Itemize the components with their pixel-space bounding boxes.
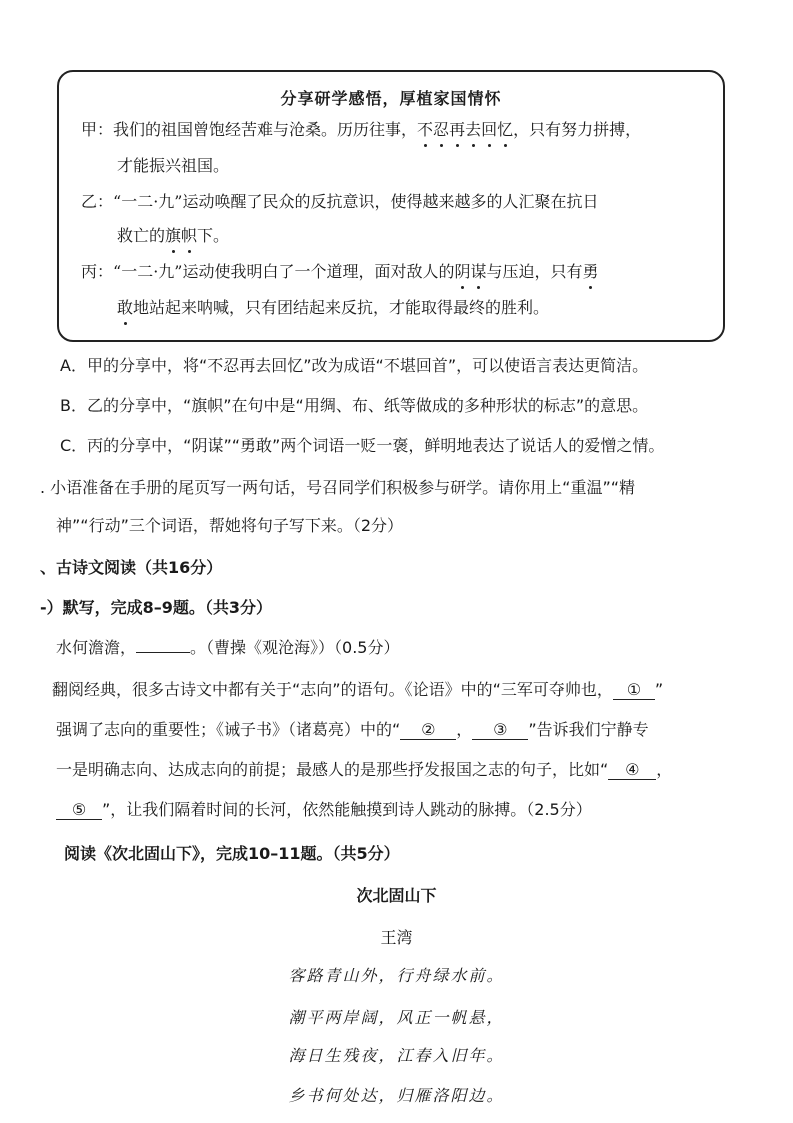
- q9-line-4: [56, 800, 592, 820]
- q9-text: ，: [456, 720, 473, 739]
- dotted-char: 敢: [117, 298, 134, 317]
- bing-text-b: 与压迫，只有: [486, 262, 583, 281]
- poem-title: 次北固山下: [356, 886, 437, 905]
- subsection-heading-2: 阅读《次北固山下》，完成10–11题。（共5分）: [64, 844, 400, 863]
- q7-line-2: 神”“行动”三个词语，帮她将句子写下来。（2分）: [56, 516, 404, 535]
- yi-line-2: [117, 226, 229, 246]
- dotted-char: 谋: [470, 262, 487, 281]
- poem-line: 客路青山外，行舟绿水前。: [288, 966, 505, 985]
- dotted-char: 不: [417, 120, 434, 139]
- yi-text-a: 救亡的: [117, 226, 166, 245]
- dotted-char: 去: [465, 120, 482, 139]
- yi-line-1: [81, 192, 598, 212]
- jia-label: 甲：: [81, 120, 114, 139]
- q9-text: ”: [654, 680, 664, 699]
- poem-author: 王湾: [380, 928, 413, 947]
- box-title: 分享研学感悟，厚植家国情怀: [280, 89, 502, 108]
- jia-text-b: ，只有努力拼搏，: [513, 120, 642, 139]
- yi-text-b: 下。: [197, 226, 230, 245]
- q8: [56, 638, 399, 658]
- q7-line-1: . 小语准备在手册的尾页写一两句话，号召同学们积极参与研学。请你用上“重温”“精: [40, 478, 636, 497]
- q9-line-3: [56, 760, 672, 780]
- answer-blank[interactable]: [136, 652, 190, 653]
- answer-blank-5[interactable]: ⑤: [56, 801, 102, 820]
- bing-label: 丙：: [81, 262, 114, 281]
- q9-text: 一是明确志向、达成志向的前提；最感人的是那些抒发报国之志的句子，比如“: [56, 760, 609, 779]
- q9-text: ”，让我们隔着时间的长河，依然能触摸到诗人跳动的脉搏。（2.5分）: [102, 800, 592, 819]
- bing-text-a: “一二·九”运动使我明白了一个道理，面对敌人的: [113, 262, 455, 281]
- dotted-char: 帜: [181, 226, 198, 245]
- dotted-char: 旗: [165, 226, 182, 245]
- bing-line-2: [117, 298, 549, 318]
- jia-line-1: [81, 120, 641, 140]
- q9-text: 翻阅经典，很多古诗文中都有关于“志向”的语句。《论语》中的“三军可夺帅也，: [52, 680, 613, 699]
- dotted-char: 再: [449, 120, 466, 139]
- dotted-char: 回: [481, 120, 498, 139]
- section-heading: 、古诗文阅读（共16分）: [40, 558, 223, 577]
- q8-text-b: 。（曹操《观沧海》）（0.5分）: [190, 638, 400, 657]
- answer-blank-4[interactable]: ④: [608, 761, 656, 780]
- q9-text: 强调了志向的重要性；《诫子书》（诸葛亮）中的“: [56, 720, 401, 739]
- poem-line: 海日生残夜，江春入旧年。: [288, 1046, 505, 1065]
- dotted-char: 忆: [497, 120, 514, 139]
- poem-line: 潮平两岸阔，风正一帆悬，: [288, 1008, 505, 1027]
- yi-text: “一二·九”运动唤醒了民众的反抗意识，使得越来越多的人汇聚在抗日: [113, 192, 599, 211]
- poem-line: 乡书何处达，归雁洛阳边。: [288, 1086, 505, 1105]
- dotted-char: 勇: [582, 262, 599, 281]
- bing-line-1: [81, 262, 599, 282]
- subsection-heading: -）默写，完成8–9题。（共3分）: [40, 598, 273, 617]
- option-c: C．丙的分享中，“阴谋”“勇敢”两个词语一贬一褒，鲜明地表达了说话人的爱憎之情。: [60, 436, 665, 455]
- sharing-box: [57, 70, 725, 342]
- answer-blank-2[interactable]: ②: [400, 721, 456, 740]
- q9-text: ”告诉我们宁静专: [528, 720, 649, 739]
- dotted-char: 阴: [454, 262, 471, 281]
- dotted-char: 忍: [433, 120, 450, 139]
- answer-blank-3[interactable]: ③: [472, 721, 528, 740]
- answer-blank-1[interactable]: ①: [613, 681, 655, 700]
- option-a: A．甲的分享中，将“不忍再去回忆”改为成语“不堪回首”，可以使语言表达更简洁。: [60, 356, 649, 375]
- option-b: B．乙的分享中，“旗帜”在句中是“用绸、布、纸等做成的多种形状的标志”的意思。: [60, 396, 649, 415]
- q9-line-1: [52, 680, 663, 700]
- yi-label: 乙：: [81, 192, 114, 211]
- jia-line-2: 才能振兴祖国。: [117, 156, 230, 175]
- q9-text: ，: [656, 760, 673, 779]
- q8-text-a: 水何澹澹，: [56, 638, 137, 657]
- jia-text-a: 我们的祖国曾饱经苦难与沧桑。历历往事，: [113, 120, 418, 139]
- q9-line-2: [56, 720, 649, 740]
- bing-text-b: 地站起来呐喊，只有团结起来反抗，才能取得最终的胜利。: [133, 298, 550, 317]
